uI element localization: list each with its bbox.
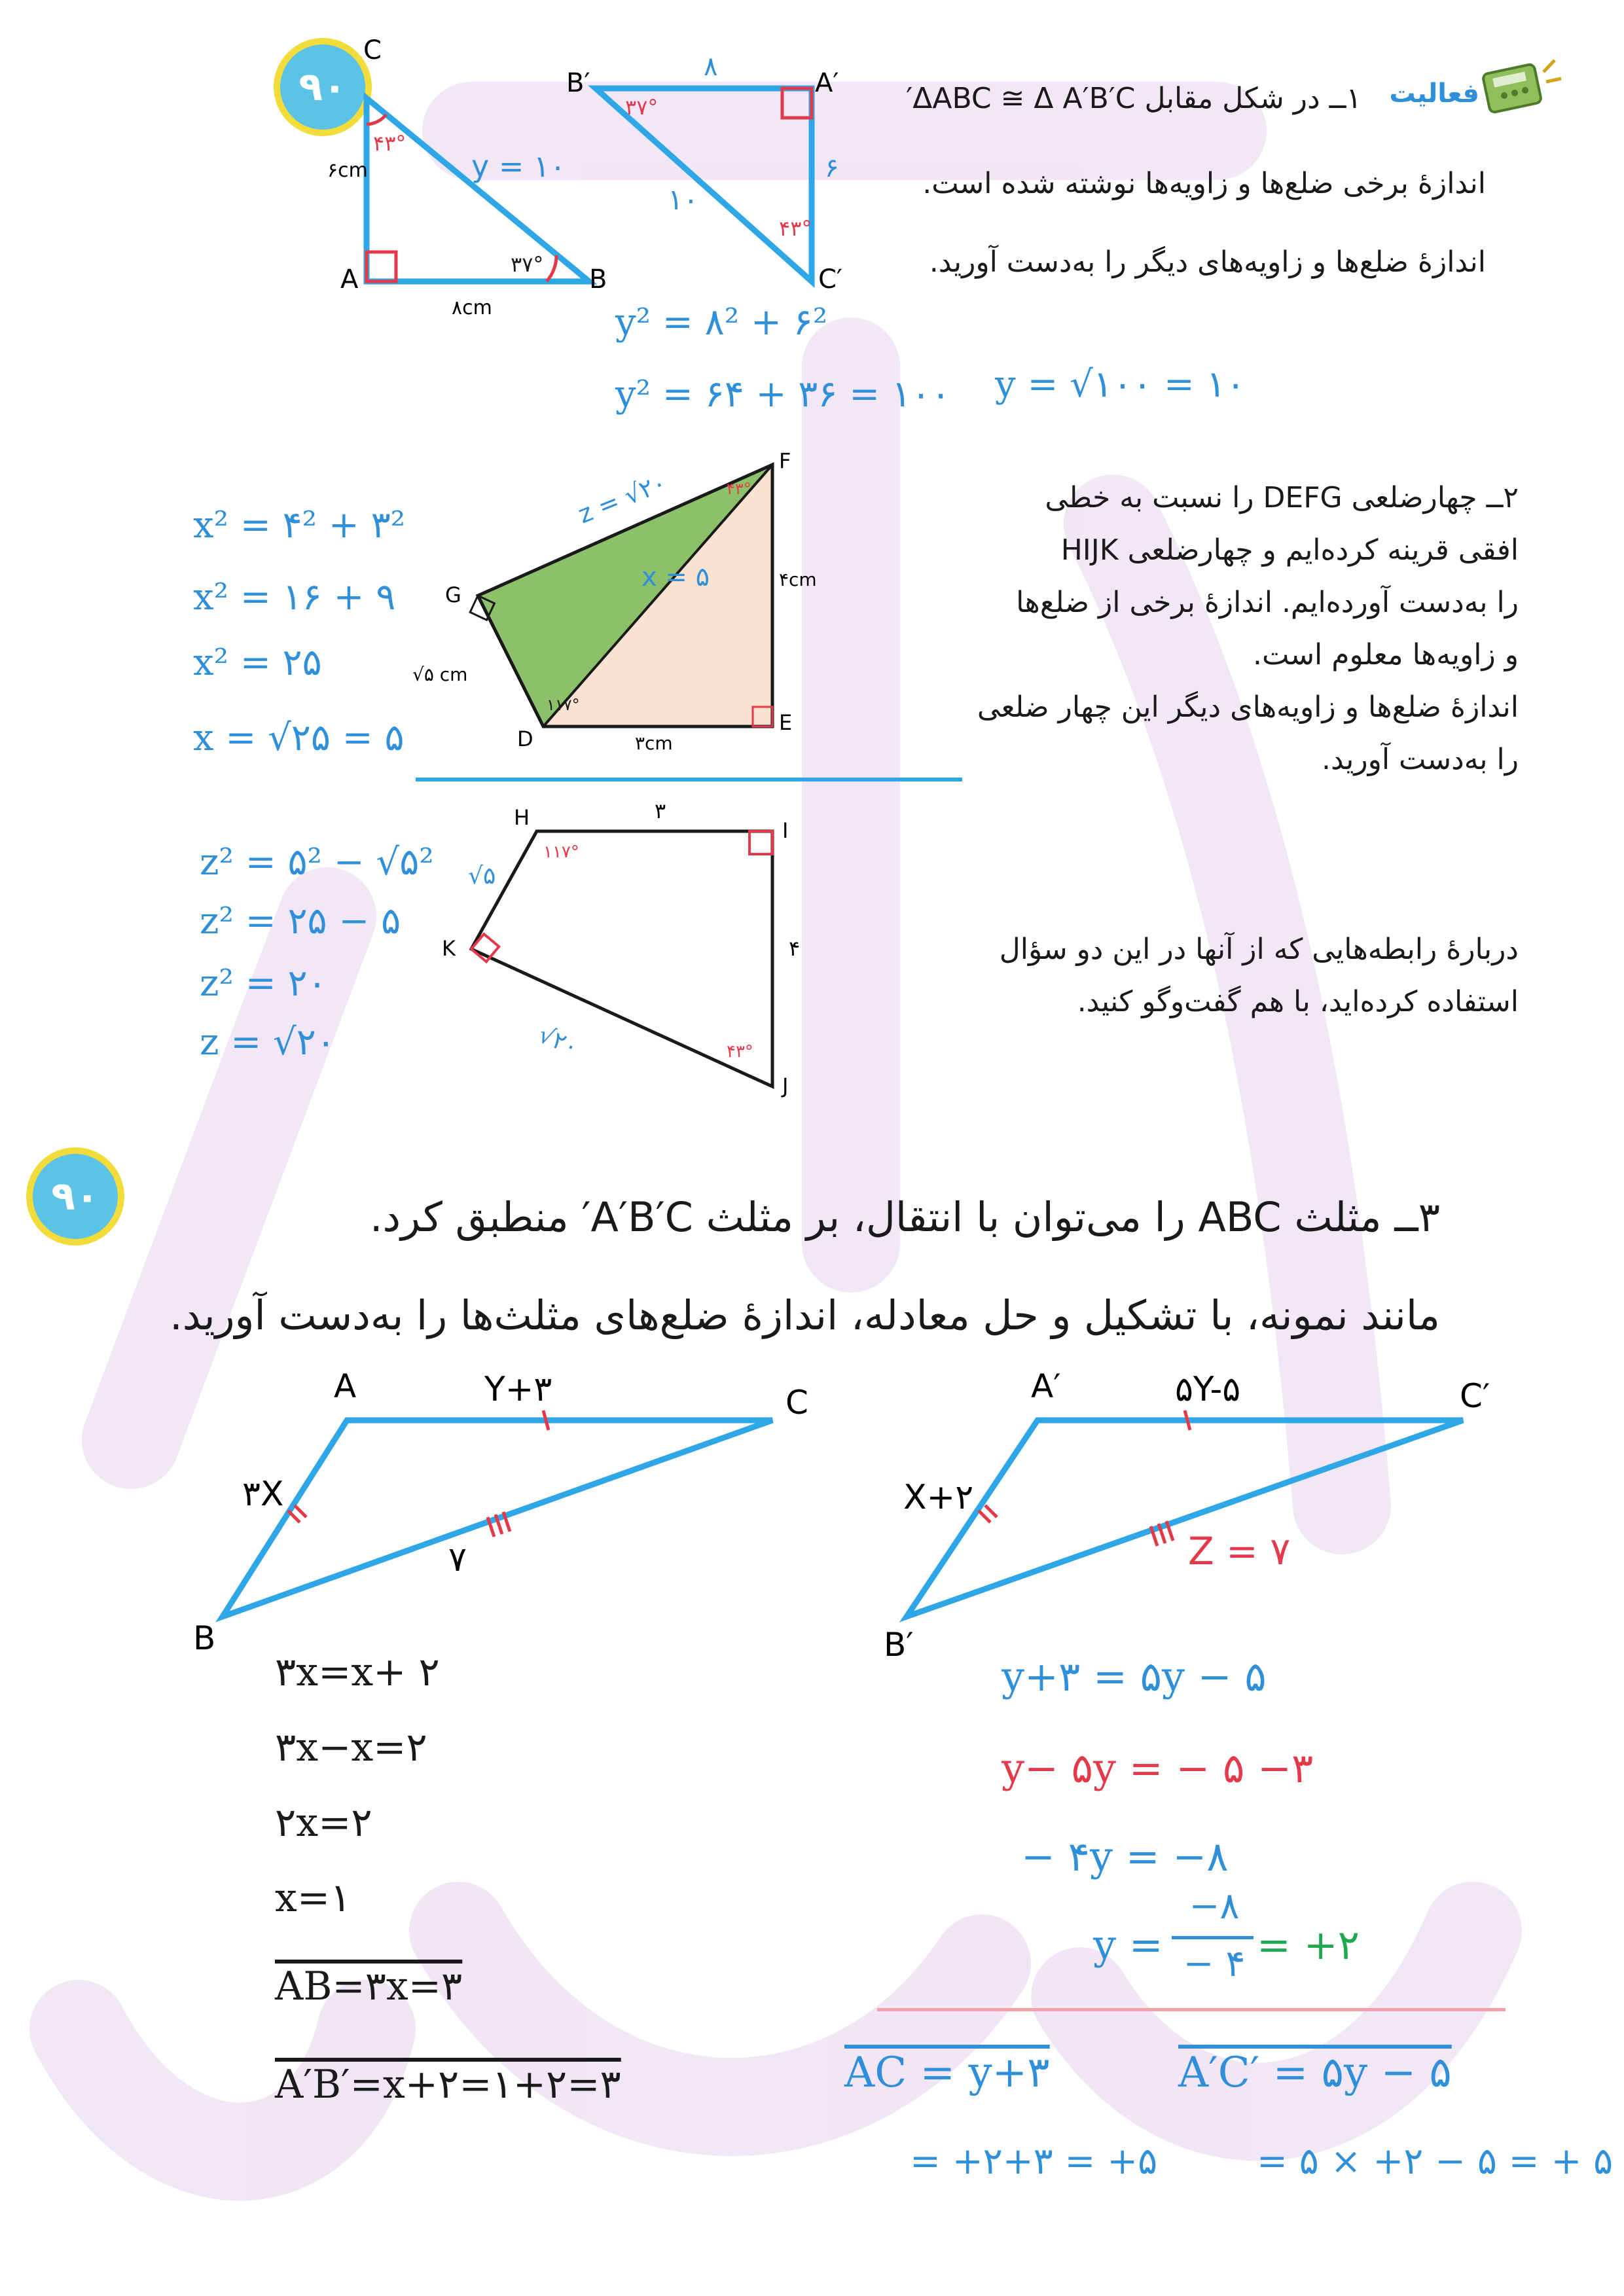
tri1-angle-c: ۴۳° [373, 131, 406, 156]
tri3-vertex-c: C [785, 1384, 808, 1422]
tri2-vertex-a: A′ [815, 68, 839, 98]
tri2-angle-c: ۴۳° [779, 216, 812, 241]
work5-line2: y− ۵y = − ۵ −۳ [1001, 1744, 1314, 1792]
discussion-line1: دربارهٔ رابطه‌هایی که از آنها در این دو سؤال [999, 933, 1519, 966]
tri1-vertex-b: B [589, 264, 607, 295]
work1-line3: y = √۱۰۰ = ۱۰ [995, 363, 1246, 406]
tri1-vertex-c: C [363, 35, 382, 65]
item1-line1: ۱ــ در شکل مقابل ΔABC ≅ Δ A′B′C′ [906, 82, 1362, 115]
work5-divider [877, 2008, 1506, 2011]
quad1-vertex-d: D [517, 726, 533, 751]
item2-line6: را به‌دست آورید. [1322, 743, 1519, 776]
item1-line2: اندازهٔ برخی ضلع‌ها و زاویه‌ها نوشته شده است. [922, 167, 1486, 200]
tri4-side-bc: Z = ۷ [1188, 1529, 1291, 1573]
work2-line1: x² = ۴² + ۳² [193, 504, 406, 547]
quad1-vertex-f: F [779, 448, 791, 473]
tri4-side-ac: ۵Y-۵ [1175, 1370, 1241, 1409]
quad2-vertex-i: I [782, 818, 789, 843]
tri4-side-ab: X+۲ [903, 1478, 974, 1517]
work4-line3: ۲x=۲ [275, 1800, 372, 1846]
quad2-side-hk: √۵ [468, 863, 496, 889]
tri2-angle-b: ۳۷° [625, 95, 659, 120]
tri2-side-right: ۶ [825, 153, 839, 183]
work4-line4: x=۱ [275, 1875, 352, 1921]
work2-line3: x² = ۲۵ [193, 641, 322, 684]
work4-line1: ۳x=x+ ۲ [275, 1649, 440, 1695]
triangle-a2b2c2-figure [556, 39, 851, 314]
quad1-side-ef: ۴cm [779, 569, 817, 590]
work5-ac: AC = y+۳ [844, 2049, 1050, 2097]
quad2-angle-j: ۴۳° [727, 1042, 753, 1062]
tri2-hypotenuse: ۱۰ [668, 183, 699, 217]
quad-divider [416, 778, 962, 781]
work5-a2c2-value: = ۵ × +۲ − ۵ = + ۵ [1257, 2140, 1614, 2183]
tri1-angle-b: ۳۷° [511, 252, 544, 277]
item2-line1: ۲ــ چهارضلعی DEFG را نسبت به خطی [1045, 481, 1519, 514]
item3-line2: مانند نمونه، با تشکیل و حل معادله، اندازهٔ ضلع‌های مثلث‌ها را به‌دست آورید. [170, 1291, 1440, 1339]
work5-line3: − ۴y = −۸ [1021, 1833, 1229, 1880]
tri1-vertex-a: A [340, 264, 359, 295]
quad1-side-gd: √۵ cm [412, 664, 468, 685]
quad1-side-gf: z = √۲۰ [573, 467, 671, 529]
quad2-vertex-k: K [442, 936, 456, 961]
work5-fraction-bar [1172, 1936, 1254, 1939]
work5-line1: y+۳ = ۵y − ۵ [1001, 1653, 1267, 1700]
work4-line6: A′B′=x+۲=۱+۲=۳ [275, 2062, 621, 2108]
quad2-side-ij: ۴ [789, 936, 801, 961]
quad2-vertex-j: J [782, 1073, 789, 1098]
work3-line1: z² = ۵² − √۵² [200, 841, 434, 884]
work4-line2: ۳x−x=۲ [275, 1725, 427, 1770]
work5-line4-lhs: y = [1093, 1921, 1163, 1969]
item2-line4: و زاویه‌ها معلوم است. [1253, 638, 1519, 672]
tri4-vertex-b: B′ [884, 1626, 914, 1664]
tri3-vertex-b: B [193, 1619, 216, 1657]
work5-line4-rhs: = +۲ [1257, 1921, 1360, 1969]
tri1-side-ac: ۶cm [327, 159, 368, 182]
tri2-vertex-b: B′ [566, 68, 590, 98]
item3-line1: ۳ــ مثلث ABC را می‌توان با انتقال، بر مثلث A′B′C′ منطبق کرد. [369, 1193, 1440, 1241]
discussion-line2: استفاده کرده‌اید، با هم گفت‌وگو کنید. [1077, 985, 1519, 1018]
tri2-vertex-c: C′ [818, 264, 843, 295]
quad1-side-de: ۳cm [635, 732, 673, 754]
work5-line4-denominator: − ۴ [1183, 1943, 1246, 1985]
tri4-vertex-c: C′ [1460, 1377, 1490, 1415]
quad1-angle-f: ۴۳° [727, 480, 751, 498]
work5-line4-numerator: −۸ [1189, 1885, 1240, 1928]
work4-line5: AB=۳x=۳ [275, 1964, 463, 2009]
work2-line4: x = √۲۵ = ۵ [193, 717, 405, 759]
quad2-side-kj: √۲۰ [534, 1021, 583, 1062]
quad2-side-hi: ۳ [655, 798, 666, 823]
quad1-diagonal: x = ۵ [641, 562, 710, 592]
work1-line1: y² = ۸² + ۶² [615, 301, 828, 344]
quadrilateral-defg-figure [406, 445, 864, 759]
tri1-hypotenuse: y = ۱۰ [471, 149, 566, 184]
triangle-a2b2c2-translation-figure [877, 1368, 1506, 1669]
tri3-side-ac: Y+۳ [484, 1370, 552, 1409]
item2-line5: اندازهٔ ضلع‌ها و زاویه‌های دیگر این چهار ضلعی [977, 691, 1519, 724]
tri3-side-ab: ۳X [242, 1475, 284, 1514]
work3-line4: z = √۲۰ [200, 1021, 336, 1064]
work3-line2: z² = ۲۵ − ۵ [200, 900, 401, 942]
work5-ac-value: = +۲+۳ = +۵ [910, 2140, 1158, 2183]
tri4-vertex-a: A′ [1031, 1368, 1061, 1405]
page-number-secondary: ۹۰ [51, 1174, 99, 1219]
work5-a2c2: A′C′ = ۵y − ۵ [1178, 2049, 1452, 2097]
quadrilateral-hijk-figure [406, 792, 864, 1106]
activity-label: فعالیت [1389, 79, 1479, 109]
item2-line2: افقی قرینه کرده‌ایم و چهارضلعی HIJK [1060, 533, 1519, 567]
quad1-vertex-g: G [445, 583, 461, 607]
quad1-angle-d: ۱۱۷° [547, 696, 580, 714]
quad1-vertex-e: E [779, 710, 793, 735]
tri3-vertex-a: A [334, 1368, 357, 1405]
page-number-badge-secondary [26, 1147, 124, 1246]
tri2-side-top: ۸ [704, 52, 718, 82]
triangle-abc-translation-figure [190, 1368, 818, 1669]
work3-line3: z² = ۲۰ [200, 962, 327, 1005]
quad2-angle-h: ۱۱۷° [543, 842, 579, 862]
page-number: ۹۰ [298, 64, 347, 110]
tri1-side-ab: ۸cm [452, 296, 492, 319]
work1-line2: y² = ۶۴ + ۳۶ = ۱۰۰ [615, 373, 951, 416]
activity-calculator-icon [1466, 52, 1564, 131]
item1-line3: اندازهٔ ضلع‌ها و زاویه‌های دیگر را به‌دست آورید. [929, 245, 1486, 279]
tri3-side-bc: ۷ [448, 1540, 467, 1579]
work2-line2: x² = ۱۶ + ۹ [193, 576, 396, 619]
quad2-vertex-h: H [514, 805, 530, 830]
item2-line3: را به‌دست آورده‌ایم. اندازهٔ برخی از ضلع‌ها [1016, 586, 1519, 619]
